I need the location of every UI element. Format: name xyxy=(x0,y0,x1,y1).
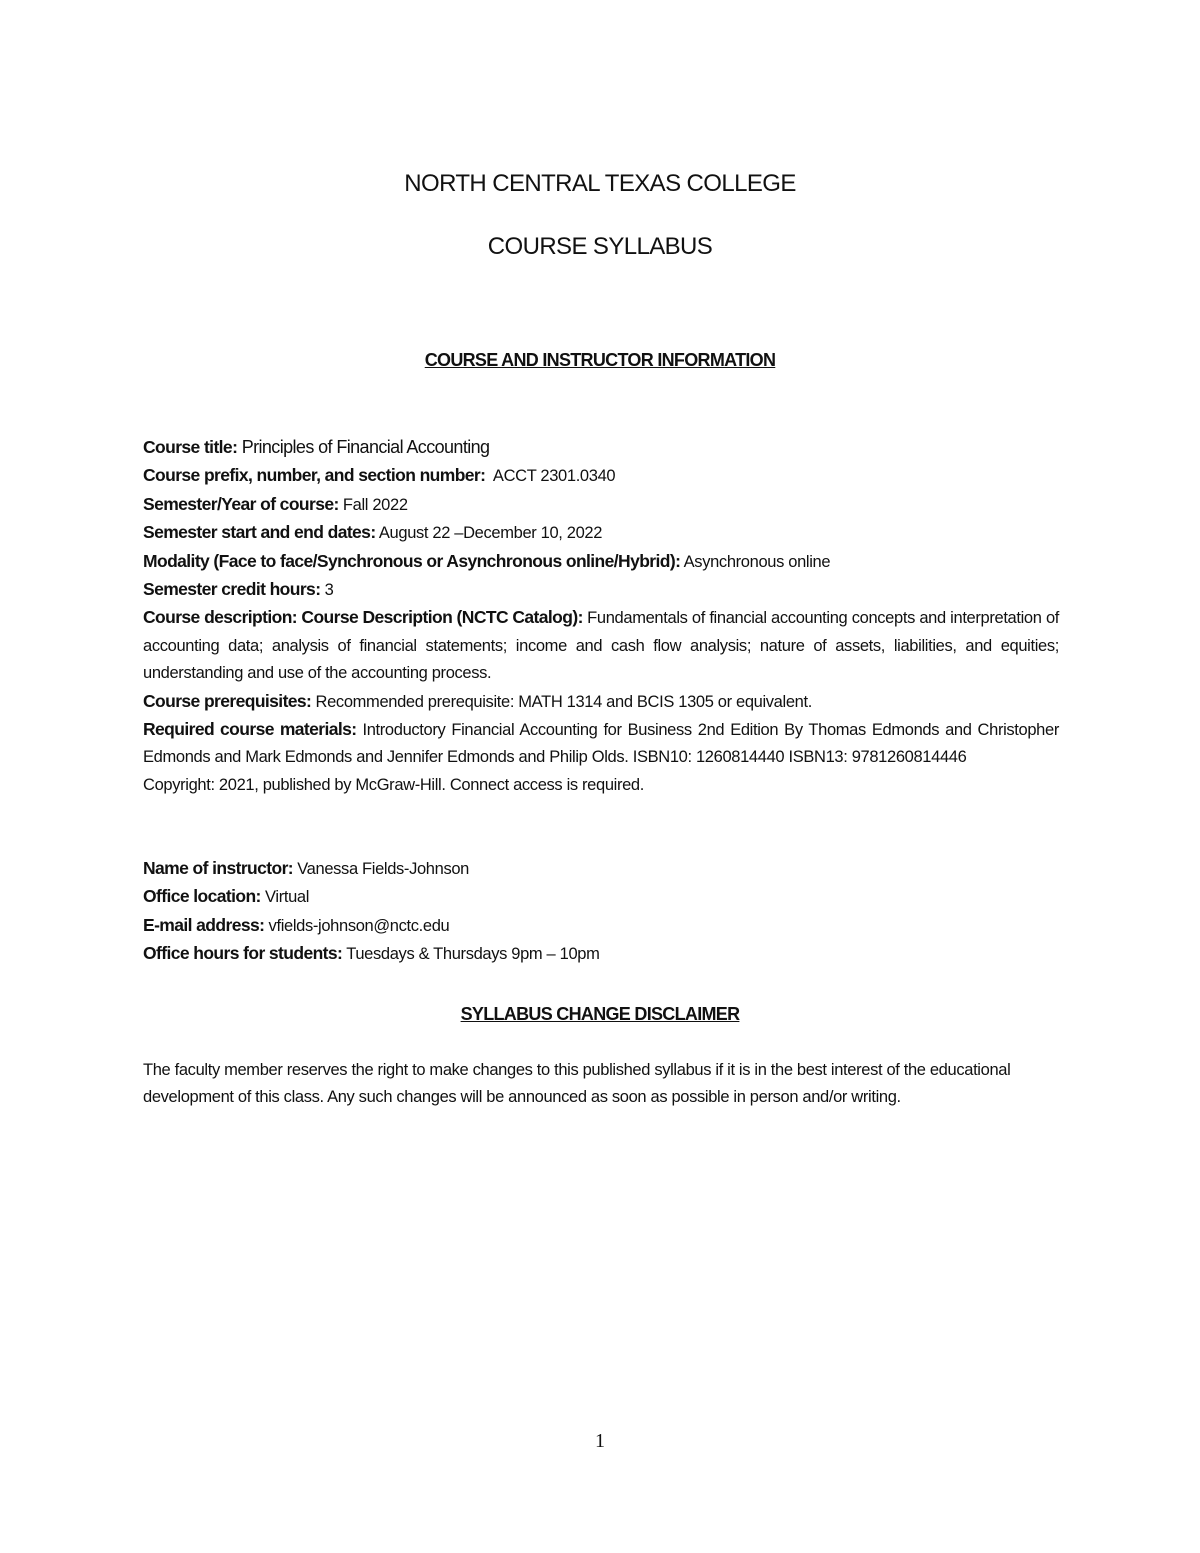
field-semester-year: Semester/Year of course: Fall 2022 xyxy=(143,493,408,514)
section-heading-disclaimer: SYLLABUS CHANGE DISCLAIMER xyxy=(460,1004,740,1024)
course-info-fields xyxy=(143,434,1059,799)
instructor-info xyxy=(143,855,1059,969)
field-instructor-name: Name of instructor: Vanessa Fields-Johnson xyxy=(143,858,470,878)
page-number: 1 xyxy=(595,1430,605,1452)
disclaimer-text: The faculty member reserves the right to make changes to this published syllabus if it is in the best interest of the educational development of this class. Any such changes will be announced as soon as possible in person and/or writing. xyxy=(143,1061,1011,1107)
field-credit-hours: Semester credit hours: 3 xyxy=(143,579,334,600)
field-course-materials: Required course materials: Introductory Financial Accounting for Business 2nd Edition By Thomas Edmonds and Christopher Edmonds and Mark Edmonds and Jennifer Edmonds and Philip Olds. ISBN10: 1260814440 ISBN13: 9781260814446 xyxy=(143,719,1059,767)
college-name: NORTH CENTRAL TEXAS COLLEGE xyxy=(404,170,796,197)
copyright-note: Copyright: 2021, published by McGraw-Hill. Connect access is required. xyxy=(143,775,644,794)
field-course-description: Course description: Course Description (NCTC Catalog): Fundamentals of financial accounting concepts and interpretation of accounting data; analysis of financial statements; income and cash flow analysis; nature of assets, liabilities, and equities; understanding and use of the accounting process. xyxy=(143,607,1060,683)
field-modality: Modality (Face to face/Synchronous or Asynchronous online/Hybrid): Asynchronous online xyxy=(143,550,831,571)
field-office-location: Office location: Virtual xyxy=(143,886,310,907)
field-semester-dates: Semester start and end dates: August 22 –December 10, 2022 xyxy=(143,522,603,543)
field-course-prefix: Course prefix, number, and section number: ACCT 2301.0340 xyxy=(143,465,616,486)
field-email: E-mail address: vfields-johnson@nctc.edu xyxy=(143,914,450,935)
section-heading-course-info: COURSE AND INSTRUCTOR INFORMATION xyxy=(424,350,776,370)
field-course-title: Course title: Principles of Financial Accounting xyxy=(143,437,490,457)
document-title: COURSE SYLLABUS xyxy=(487,233,713,260)
field-prerequisites: Course prerequisites: Recommended prerequisite: MATH 1314 and BCIS 1305 or equivalent. xyxy=(143,690,812,711)
field-office-hours: Office hours for students: Tuesdays & Thursdays 9pm – 10pm xyxy=(143,943,600,964)
